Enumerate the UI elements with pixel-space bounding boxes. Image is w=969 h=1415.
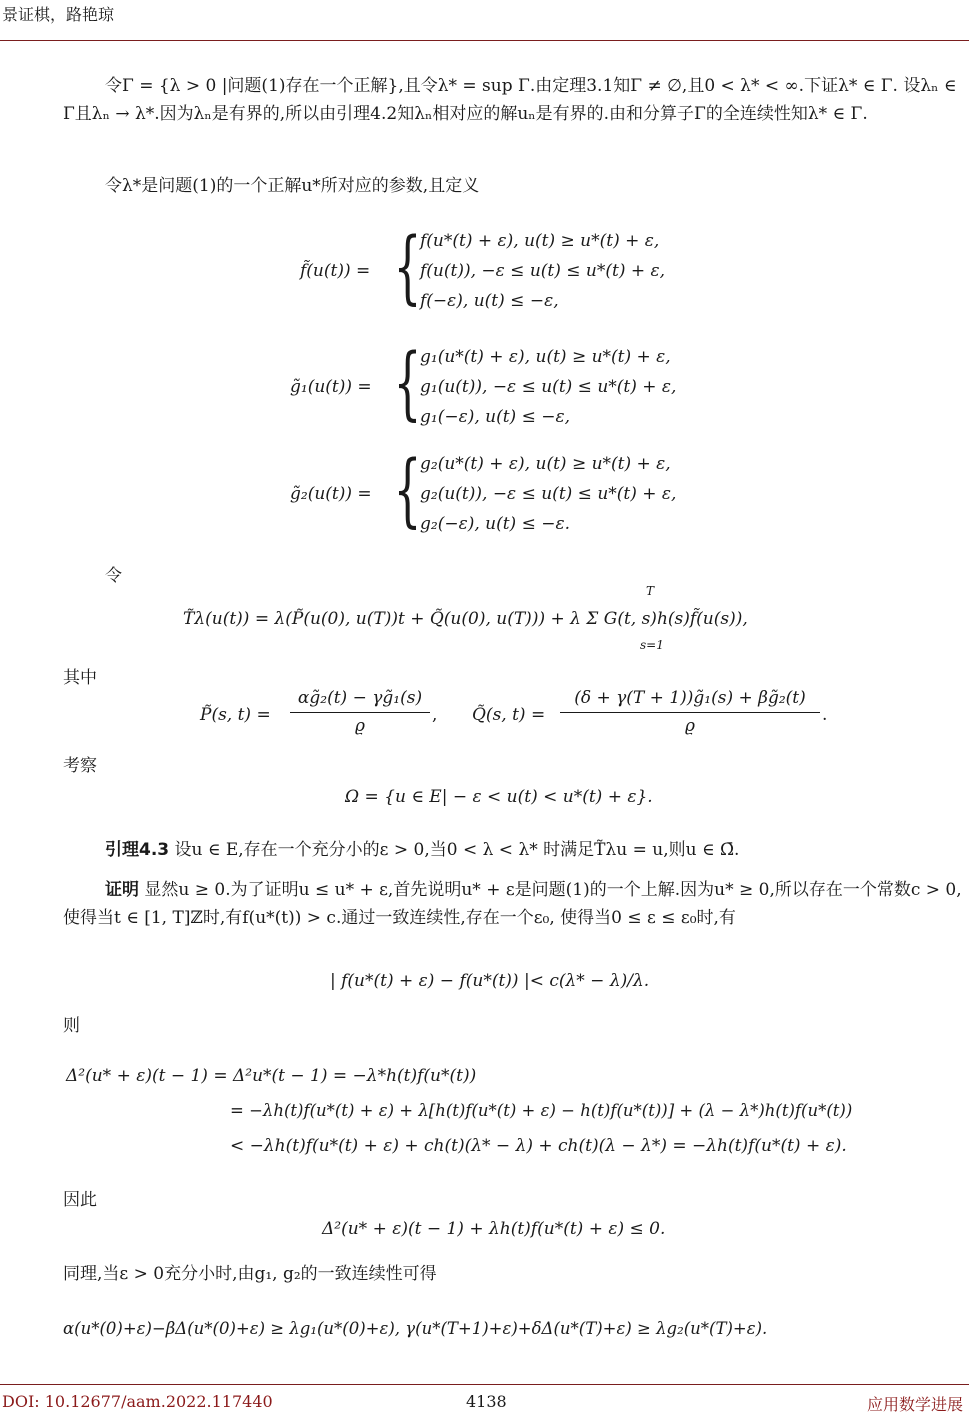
footer-rule	[0, 1384, 969, 1385]
page-header	[0, 0, 969, 40]
lemma-statement: 设u ∈ E,存在一个充分小的ε > 0,当0 < λ < λ* 时满足T̃λu = u,则u ∈ Ω̄.	[174, 840, 740, 860]
q-tilde-lhs: Q̃(s, t) =	[472, 705, 546, 725]
g1-tilde-lhs: g̃₁(u(t)) =	[290, 377, 372, 397]
f-brace: {	[393, 220, 422, 313]
proof-paragraph	[63, 876, 963, 932]
g1-brace: {	[393, 336, 422, 429]
upper-solution-inequality: Δ²(u* + ε)(t − 1) + λh(t)f(u*(t) + ε) ≤ 0.	[322, 1219, 666, 1239]
footer-doi: DOI: 10.12677/aam.2022.117440	[2, 1392, 273, 1411]
f-tilde-lhs: f̃(u(t)) =	[300, 261, 371, 281]
delta-line-2: = −λh(t)f(u*(t) + ε) + λ[h(t)f(u*(t) + ε) − h(t)f(u*(t))] + (λ − λ*)h(t)f(u*(t))	[230, 1101, 853, 1120]
text-tongli: 同理,当ε > 0充分小时,由g₁, g₂的一致连续性可得	[63, 1264, 437, 1284]
p-numerator: αg̃₂(t) − γg̃₁(s)	[297, 688, 423, 708]
g2-tilde-lhs: g̃₂(u(t)) =	[290, 484, 372, 504]
header-rule	[0, 40, 969, 41]
p-tilde-lhs: P̃(s, t) =	[200, 705, 271, 725]
header-authors: 景证棋，路艳琼	[2, 5, 115, 24]
q-denominator: ϱ	[685, 716, 695, 736]
proof-label: 证明	[105, 880, 139, 900]
f-case-2: f(u(t)), −ε ≤ u(t) ≤ u*(t) + ε,	[420, 261, 666, 281]
g1-case-1: g₁(u*(t) + ε), u(t) ≥ u*(t) + ε,	[420, 347, 671, 367]
continuity-inequality: | f(u*(t) + ε) − f(u*(t)) |< c(λ* − λ)/λ.	[330, 971, 650, 991]
g1-case-2: g₁(u(t)), −ε ≤ u(t) ≤ u*(t) + ε,	[420, 377, 677, 397]
lemma-label: 引理4.3	[105, 840, 170, 860]
g2-case-2: g₂(u(t)), −ε ≤ u(t) ≤ u*(t) + ε,	[420, 484, 677, 504]
g2-cases	[420, 449, 676, 539]
journal-name: 应用数学进展	[866, 1395, 963, 1414]
text-ling: 令	[105, 566, 122, 586]
text-qizhong: 其中	[63, 668, 97, 688]
omega-set: Ω = {u ∈ E| − ε < u(t) < u*(t) + ε}.	[345, 787, 653, 807]
text-ze: 则	[63, 1016, 80, 1036]
delta-line-1: Δ²(u* + ε)(t − 1) = Δ²u*(t − 1) = −λ*h(t)f(u*(t))	[66, 1066, 477, 1086]
text-kaocha: 考察	[63, 756, 97, 776]
g1-case-3: g₁(−ε), u(t) ≤ −ε,	[420, 407, 571, 427]
g1-cases	[420, 342, 676, 432]
g2-case-3: g₂(−ε), u(t) ≤ −ε.	[420, 514, 571, 534]
f-case-3: f(−ε), u(t) ≤ −ε,	[420, 291, 559, 311]
g2-brace: {	[393, 443, 422, 536]
g2-case-1: g₂(u*(t) + ε), u(t) ≥ u*(t) + ε,	[420, 454, 671, 474]
f-case-1: f(u*(t) + ε), u(t) ≥ u*(t) + ε,	[420, 231, 660, 251]
proof-text: 显然u ≥ 0.为了证明u ≤ u* + ε,首先说明u* + ε是问题(1)的一个上解.因为u* ≥ 0,所以存在一个常数c > 0,使得当t ∈ [1, T]ℤ时,有f(u*(t)) > c.通过一致连续性,存在一个ε₀, 使得当0 ≤ ε ≤ ε₀时,有	[63, 880, 962, 928]
delta-line-3: < −λh(t)f(u*(t) + ε) + ch(t)(λ* − λ) + ch(t)(λ − λ*) = −λh(t)f(u*(t) + ε).	[230, 1136, 847, 1156]
q-fraction-bar	[560, 712, 820, 713]
sum-upper-limit: T	[646, 584, 655, 598]
p-fraction-bar	[290, 712, 430, 713]
paragraph-define-intro: 令λ*是问题(1)的一个正解u*所对应的参数,且定义	[105, 176, 480, 196]
text-yinci: 因此	[63, 1190, 97, 1210]
q-numerator: (δ + γ(T + 1))g̃₁(s) + βg̃₂(t)	[574, 688, 806, 708]
p-comma: ,	[432, 705, 438, 725]
paragraph-gamma-definition: 令Γ = {λ > 0 |问题(1)存在一个正解},且令λ* = sup Γ.由定理3.1知Γ ≠ ∅,且0 < λ* < ∞.下证λ* ∈ Γ. 设λₙ ∈ Γ且λₙ → λ*.因为λₙ是有界的,所以由引理4.2知λₙ相对应的解uₙ是有界的.由和分算子Γ的全连续性知λ* ∈ Γ.	[63, 76, 957, 124]
page-footer	[0, 1384, 969, 1414]
p-denominator: ϱ	[355, 716, 365, 736]
t-lambda-formula: T̃λ(u(t)) = λ(P̃(u(0), u(T))t + Q̃(u(0), u(T))) + λ Σ G(t, s)h(s)f̃(u(s)),	[183, 609, 748, 629]
q-period: .	[822, 705, 828, 725]
f-cases	[420, 226, 665, 316]
lemma-4-3	[63, 836, 963, 864]
boundary-inequalities: α(u*(0)+ε)−βΔ(u*(0)+ε) ≥ λg₁(u*(0)+ε), γ(u*(T+1)+ε)+δΔ(u*(T)+ε) ≥ λg₂(u*(T)+ε).	[63, 1319, 768, 1338]
sum-lower-limit: s=1	[640, 638, 664, 652]
page-number: 4138	[466, 1392, 507, 1411]
